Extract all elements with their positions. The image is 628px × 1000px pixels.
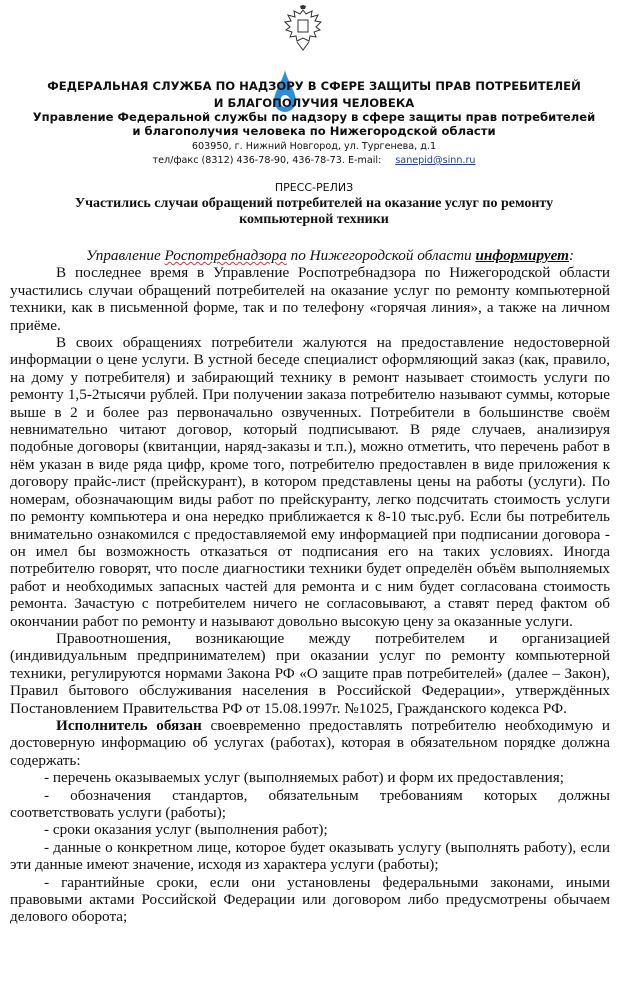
agency-title: ФЕДЕРАЛЬНАЯ СЛУЖБА ПО НАДЗОРУ В СФЕРЕ ЗАЩИТЫ ПРАВ ПОТРЕБИТЕЛЕЙ <box>47 79 581 93</box>
list-item: - данные о конкретном лице, которое будет оказывать услугу (выполнять работу), если эти данные имеют значение, исходя из характера услуги (работы); <box>10 838 610 874</box>
list-item: - перечень оказываемых услуг (выполняемых работ) и форм их предоставления; <box>44 769 564 787</box>
list-item: - сроки оказания услуг (выполнения работ); <box>44 821 328 839</box>
russian-coat-of-arms-icon <box>283 4 323 54</box>
regional-office-title: Управление Федеральной службы по надзору в сфере защиты прав потребителей и благополучия человека по Нижегородской области <box>32 110 596 138</box>
list-item: - гарантийные сроки, если они установлены федеральными законами, иными правовыми актами Российской Федерации или договором либо предусмотрены обычаем делового оборота; <box>10 873 610 926</box>
executor-obliged: Исполнитель обязан <box>56 716 202 734</box>
agency-title-continued: И БЛАГОПОЛУЧИЯ ЧЕЛОВЕКА <box>213 96 415 110</box>
intro-line: Управление Роспотребнадзора по Нижегородской области информирует: <box>85 247 575 264</box>
press-release-label: ПРЕСС-РЕЛИЗ <box>274 181 354 194</box>
paragraph-3: Правоотношения, возникающие между потребителем и организацией (индивидуальным предпринимателем) при оказании услуг по ремонту компьютерной техники, регулируются нормами Закона РФ «О защите прав потребителей» (далее – Закон), Правил бытового обслуживания населения в Российской Федерации», утверждённых Постановлением Правительства РФ от 15.08.1997г. №1025, Гражданского кодекса РФ. <box>10 629 610 717</box>
list-item: - обозначения стандартов, обязательным требованиям которых должны соответствовать услуги (работы); <box>10 786 610 821</box>
office-address: 603950, г. Нижний Новгород, ул. Тургенева, д.1 <box>191 141 437 152</box>
document-title: Участились случаи обращений потребителей на оказание услуг по ремонту компьютерной техники <box>74 196 554 227</box>
paragraph-4: Исполнитель обязан своевременно предоставлять потребителю необходимую и достоверную информацию об услугах (работах), которая в обязательном порядке должна содержать: <box>10 716 610 769</box>
phone-fax: тел/факс (8312) 436-78-90, 436-78-73. E-mail: <box>152 155 382 166</box>
document-body <box>10 247 610 926</box>
email-link[interactable]: sanepid@sinn.ru <box>395 155 476 166</box>
paragraph-2: В своих обращениях потребители жалуются на предоставление недостоверной информации о цене услуги. В устной беседе специалист оформляющий заказ (как, правило, на дому у потребителя) и забирающий технику в ремонт называет стоимость услуги по ремонту 1,5-2тысячи рублей. При получении заказа потребителю называют суммы, которые выше в 2 и более раз первоначально озвученных. Потребители в большинстве своём невнимательно читают договор, который подписывают. В ряде случаев, анализируя подобные договоры (квитанции, наряд-заказы и т.п.), можно отметить, что перечень работ в нём указан в виде ряда цифр, кроме того, потребителю предоставлен в виде приложения к договору прайс-лист (прейскурант), в котором представлены цены на работы (услуги). По номерам, обозначающим виды работ по прейскуранту, легко подсчитать стоимость услуги по ремонту компьютера и она нередко приближается к 8-10 тыс.руб. Если бы потребитель внимательно ознакомился с предоставляемой ему информацией при подписании договора - он имел бы возможность отказаться от подписания его на таких условиях. Иногда потребителю говорят, что после диагностики техники будет определён объём выполняемых работ и необходимых запасных частей для ремонта и с ним будет согласована стоимость ремонта. Зачастую с потребителем ничего не согласовывают, а ставят перед фактом об окончании работ по ремонту и называют довольно высокую цену за оказанные услуги. <box>10 334 610 630</box>
contact-line <box>0 155 628 166</box>
paragraph-1: В последнее время в Управление Роспотребнадзора по Нижегородской области участились случаи обращений потребителей на оказание услуг по ремонту компьютерной техники, как в письменной форме, так и по телефону «горячая линия», а также на личном приёме. <box>10 264 610 334</box>
